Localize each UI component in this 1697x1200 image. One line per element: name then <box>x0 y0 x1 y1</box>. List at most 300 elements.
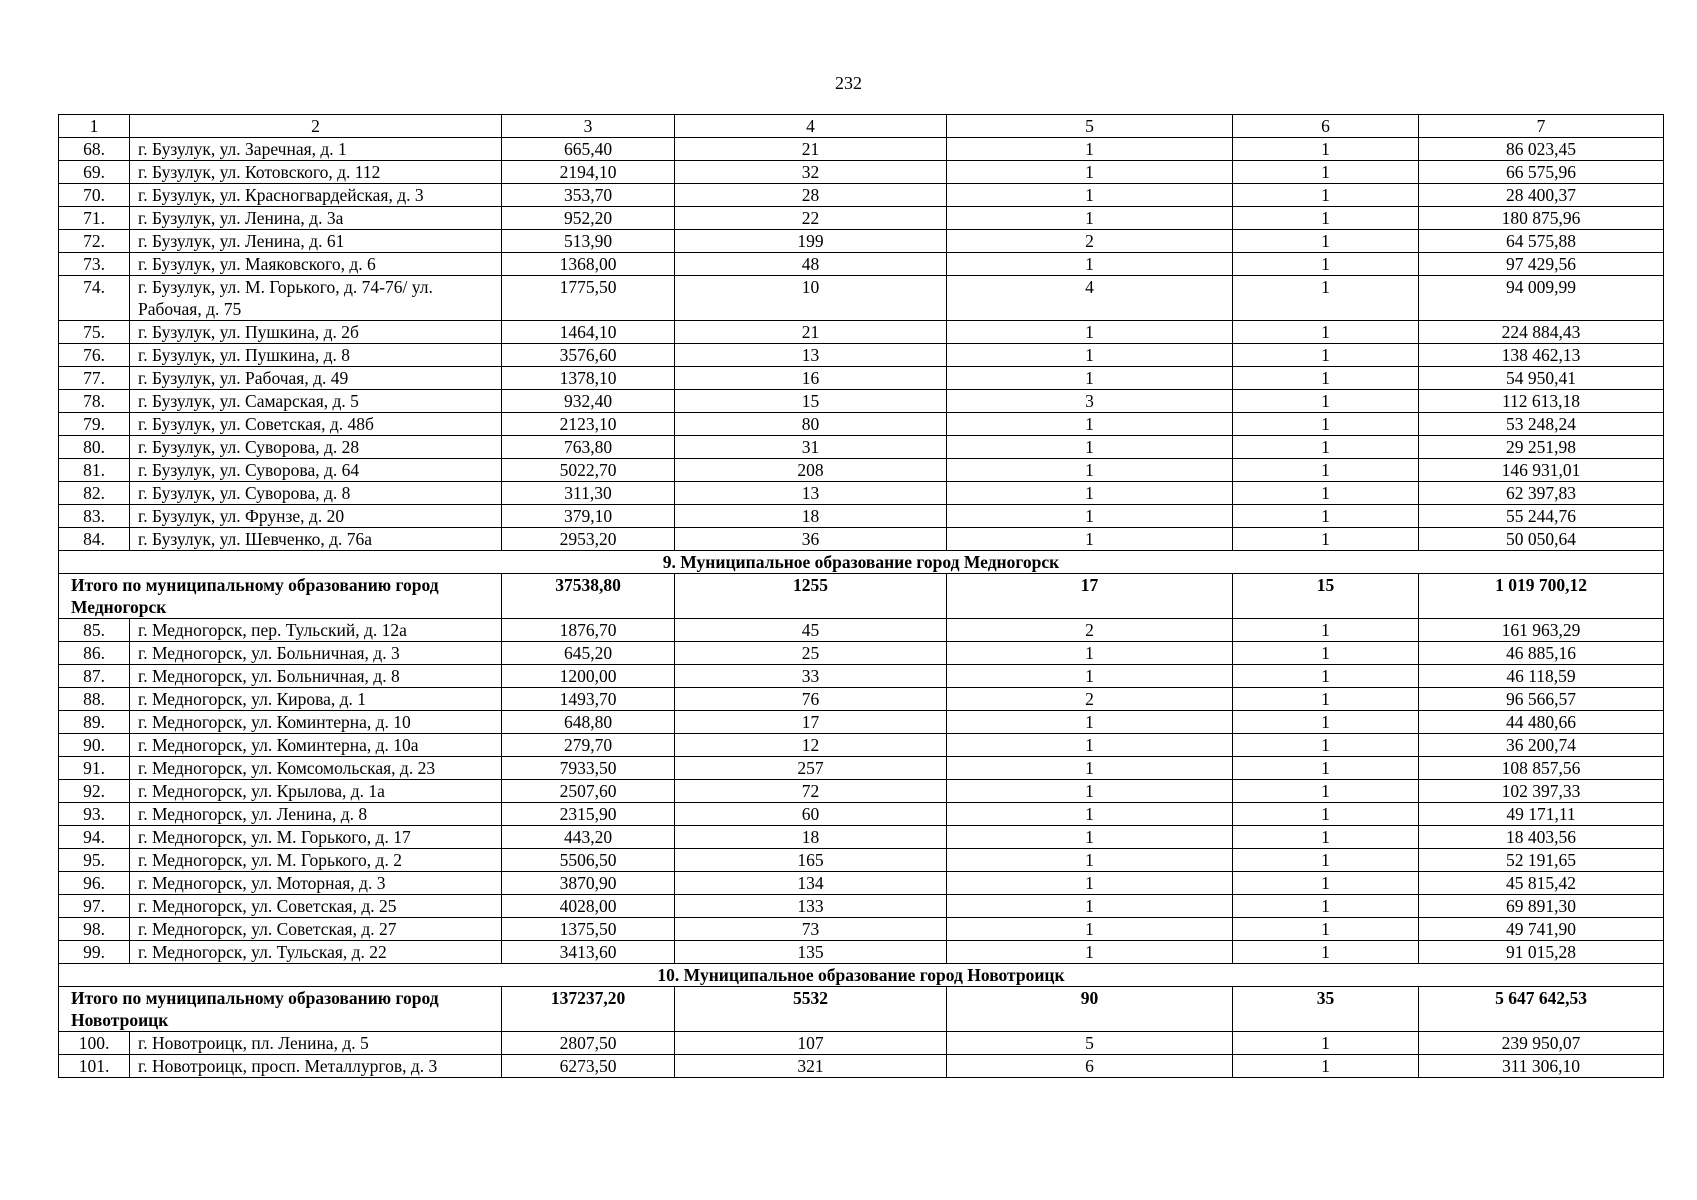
row-c3: 1375,50 <box>502 918 675 941</box>
row-address: г. Медногорск, ул. Моторная, д. 3 <box>130 872 502 895</box>
row-c6: 1 <box>1233 895 1419 918</box>
row-c5: 1 <box>947 941 1233 964</box>
row-c4: 28 <box>675 184 947 207</box>
row-c6: 1 <box>1233 849 1419 872</box>
row-c6: 1 <box>1233 688 1419 711</box>
table-row <box>59 413 1664 436</box>
row-number: 85. <box>59 619 130 642</box>
total-c6: 15 <box>1233 574 1419 619</box>
row-c7: 146 931,01 <box>1419 459 1664 482</box>
table-row <box>59 505 1664 528</box>
row-c7: 55 244,76 <box>1419 505 1664 528</box>
row-address: г. Бузулук, ул. Суворова, д. 8 <box>130 482 502 505</box>
row-address: г. Бузулук, ул. Заречная, д. 1 <box>130 138 502 161</box>
table-row <box>59 826 1664 849</box>
row-c7: 46 118,59 <box>1419 665 1664 688</box>
row-number: 87. <box>59 665 130 688</box>
table-row <box>59 734 1664 757</box>
row-address: г. Медногорск, ул. М. Горького, д. 17 <box>130 826 502 849</box>
table-row <box>59 757 1664 780</box>
row-address: г. Бузулук, ул. Рабочая, д. 49 <box>130 367 502 390</box>
column-number-7: 7 <box>1419 115 1664 138</box>
row-address: г. Медногорск, ул. Коминтерна, д. 10а <box>130 734 502 757</box>
row-number: 97. <box>59 895 130 918</box>
row-address: г. Медногорск, ул. Комсомольская, д. 23 <box>130 757 502 780</box>
row-address: г. Новотроицк, пл. Ленина, д. 5 <box>130 1032 502 1055</box>
row-c6: 1 <box>1233 826 1419 849</box>
column-number-1: 1 <box>59 115 130 138</box>
row-c5: 1 <box>947 482 1233 505</box>
row-address: г. Медногорск, ул. Больничная, д. 3 <box>130 642 502 665</box>
section-title: 10. Муниципальное образование город Новотроицк <box>59 964 1664 987</box>
row-c7: 46 885,16 <box>1419 642 1664 665</box>
row-c7: 49 171,11 <box>1419 803 1664 826</box>
row-c3: 443,20 <box>502 826 675 849</box>
table-row <box>59 390 1664 413</box>
row-number: 82. <box>59 482 130 505</box>
row-number: 73. <box>59 253 130 276</box>
row-address: г. Бузулук, ул. Ленина, д. 3а <box>130 207 502 230</box>
table-row <box>59 321 1664 344</box>
row-c4: 33 <box>675 665 947 688</box>
row-address: г. Бузулук, ул. Котовского, д. 112 <box>130 161 502 184</box>
table-row <box>59 941 1664 964</box>
row-c5: 1 <box>947 918 1233 941</box>
row-c4: 25 <box>675 642 947 665</box>
row-c7: 62 397,83 <box>1419 482 1664 505</box>
row-c5: 1 <box>947 207 1233 230</box>
row-address: г. Медногорск, ул. Советская, д. 27 <box>130 918 502 941</box>
section-row <box>59 964 1664 987</box>
row-c3: 279,70 <box>502 734 675 757</box>
row-c5: 1 <box>947 459 1233 482</box>
row-address: г. Медногорск, ул. Крылова, д. 1а <box>130 780 502 803</box>
row-c6: 1 <box>1233 1032 1419 1055</box>
row-c4: 32 <box>675 161 947 184</box>
row-c6: 1 <box>1233 390 1419 413</box>
row-c4: 22 <box>675 207 947 230</box>
row-c7: 29 251,98 <box>1419 436 1664 459</box>
row-address: г. Бузулук, ул. Красногвардейская, д. 3 <box>130 184 502 207</box>
row-number: 98. <box>59 918 130 941</box>
row-c7: 52 191,65 <box>1419 849 1664 872</box>
row-c6: 1 <box>1233 665 1419 688</box>
row-c5: 1 <box>947 253 1233 276</box>
table-row <box>59 253 1664 276</box>
column-number-5: 5 <box>947 115 1233 138</box>
row-c7: 64 575,88 <box>1419 230 1664 253</box>
row-c7: 54 950,41 <box>1419 367 1664 390</box>
row-c3: 1493,70 <box>502 688 675 711</box>
row-c5: 5 <box>947 1032 1233 1055</box>
row-number: 90. <box>59 734 130 757</box>
table-row <box>59 895 1664 918</box>
row-c4: 80 <box>675 413 947 436</box>
total-c7: 1 019 700,12 <box>1419 574 1664 619</box>
row-c4: 72 <box>675 780 947 803</box>
row-c4: 134 <box>675 872 947 895</box>
row-c4: 36 <box>675 528 947 551</box>
row-number: 88. <box>59 688 130 711</box>
row-c3: 1200,00 <box>502 665 675 688</box>
row-number: 91. <box>59 757 130 780</box>
total-c3: 137237,20 <box>502 987 675 1032</box>
row-c7: 36 200,74 <box>1419 734 1664 757</box>
row-c7: 239 950,07 <box>1419 1032 1664 1055</box>
row-c6: 1 <box>1233 344 1419 367</box>
row-c5: 6 <box>947 1055 1233 1078</box>
row-number: 78. <box>59 390 130 413</box>
table-row <box>59 482 1664 505</box>
row-c3: 2123,10 <box>502 413 675 436</box>
row-c3: 513,90 <box>502 230 675 253</box>
row-c7: 97 429,56 <box>1419 253 1664 276</box>
row-c5: 1 <box>947 780 1233 803</box>
row-c6: 1 <box>1233 367 1419 390</box>
row-c6: 1 <box>1233 459 1419 482</box>
row-c6: 1 <box>1233 803 1419 826</box>
page-number: 232 <box>835 73 862 93</box>
row-c5: 1 <box>947 436 1233 459</box>
row-c5: 1 <box>947 711 1233 734</box>
row-c7: 138 462,13 <box>1419 344 1664 367</box>
row-address: г. Новотроицк, просп. Металлургов, д. 3 <box>130 1055 502 1078</box>
row-address: г. Медногорск, ул. Больничная, д. 8 <box>130 665 502 688</box>
row-c6: 1 <box>1233 321 1419 344</box>
row-c4: 10 <box>675 276 947 321</box>
row-number: 69. <box>59 161 130 184</box>
row-c7: 44 480,66 <box>1419 711 1664 734</box>
row-c5: 1 <box>947 849 1233 872</box>
table-row <box>59 1055 1664 1078</box>
row-c6: 1 <box>1233 482 1419 505</box>
row-c5: 1 <box>947 872 1233 895</box>
row-c5: 1 <box>947 803 1233 826</box>
row-c4: 15 <box>675 390 947 413</box>
row-c6: 1 <box>1233 941 1419 964</box>
row-address: г. Бузулук, ул. Пушкина, д. 8 <box>130 344 502 367</box>
table-row <box>59 803 1664 826</box>
row-c6: 1 <box>1233 757 1419 780</box>
row-c7: 28 400,37 <box>1419 184 1664 207</box>
column-number-4: 4 <box>675 115 947 138</box>
row-number: 68. <box>59 138 130 161</box>
row-address: г. Бузулук, ул. Маяковского, д. 6 <box>130 253 502 276</box>
row-number: 94. <box>59 826 130 849</box>
row-c5: 3 <box>947 390 1233 413</box>
row-c4: 257 <box>675 757 947 780</box>
row-address: г. Бузулук, ул. Фрунзе, д. 20 <box>130 505 502 528</box>
row-c7: 108 857,56 <box>1419 757 1664 780</box>
row-c6: 1 <box>1233 138 1419 161</box>
row-c7: 112 613,18 <box>1419 390 1664 413</box>
table-row <box>59 436 1664 459</box>
row-c3: 5022,70 <box>502 459 675 482</box>
row-c6: 1 <box>1233 872 1419 895</box>
row-c3: 665,40 <box>502 138 675 161</box>
row-c7: 49 741,90 <box>1419 918 1664 941</box>
total-c4: 1255 <box>675 574 947 619</box>
row-c7: 161 963,29 <box>1419 619 1664 642</box>
row-c4: 107 <box>675 1032 947 1055</box>
row-c5: 1 <box>947 528 1233 551</box>
row-c4: 16 <box>675 367 947 390</box>
row-c4: 18 <box>675 505 947 528</box>
row-address: г. Медногорск, ул. Коминтерна, д. 10 <box>130 711 502 734</box>
row-c4: 208 <box>675 459 947 482</box>
row-number: 95. <box>59 849 130 872</box>
row-number: 92. <box>59 780 130 803</box>
row-c5: 1 <box>947 367 1233 390</box>
row-c3: 648,80 <box>502 711 675 734</box>
row-c6: 1 <box>1233 230 1419 253</box>
row-c5: 1 <box>947 184 1233 207</box>
section-row <box>59 551 1664 574</box>
row-c6: 1 <box>1233 734 1419 757</box>
row-c7: 66 575,96 <box>1419 161 1664 184</box>
row-c4: 48 <box>675 253 947 276</box>
row-number: 76. <box>59 344 130 367</box>
row-address: г. Бузулук, ул. Самарская, д. 5 <box>130 390 502 413</box>
table-row <box>59 184 1664 207</box>
table-row <box>59 528 1664 551</box>
table-row <box>59 619 1664 642</box>
table-row <box>59 459 1664 482</box>
row-c5: 2 <box>947 688 1233 711</box>
row-address: г. Бузулук, ул. Шевченко, д. 76а <box>130 528 502 551</box>
row-c7: 96 566,57 <box>1419 688 1664 711</box>
row-c3: 311,30 <box>502 482 675 505</box>
row-c6: 1 <box>1233 505 1419 528</box>
row-c5: 1 <box>947 826 1233 849</box>
row-c4: 12 <box>675 734 947 757</box>
row-number: 75. <box>59 321 130 344</box>
row-c7: 91 015,28 <box>1419 941 1664 964</box>
column-number-row <box>59 115 1664 138</box>
row-c3: 2507,60 <box>502 780 675 803</box>
row-c5: 1 <box>947 413 1233 436</box>
total-c4: 5532 <box>675 987 947 1032</box>
row-address: г. Бузулук, ул. Пушкина, д. 2б <box>130 321 502 344</box>
row-c5: 1 <box>947 321 1233 344</box>
row-address: г. Бузулук, ул. Ленина, д. 61 <box>130 230 502 253</box>
total-c5: 17 <box>947 574 1233 619</box>
row-number: 80. <box>59 436 130 459</box>
row-number: 70. <box>59 184 130 207</box>
row-number: 72. <box>59 230 130 253</box>
table-row <box>59 665 1664 688</box>
row-c4: 21 <box>675 138 947 161</box>
row-c3: 1876,70 <box>502 619 675 642</box>
table-row <box>59 367 1664 390</box>
row-c3: 3413,60 <box>502 941 675 964</box>
row-c5: 2 <box>947 230 1233 253</box>
table-row <box>59 849 1664 872</box>
row-c3: 1775,50 <box>502 276 675 321</box>
row-number: 96. <box>59 872 130 895</box>
row-c4: 21 <box>675 321 947 344</box>
row-c7: 69 891,30 <box>1419 895 1664 918</box>
row-c3: 4028,00 <box>502 895 675 918</box>
row-c7: 45 815,42 <box>1419 872 1664 895</box>
column-number-3: 3 <box>502 115 675 138</box>
row-c5: 1 <box>947 757 1233 780</box>
housing-register-table <box>58 114 1664 1078</box>
row-c4: 135 <box>675 941 947 964</box>
row-c6: 1 <box>1233 711 1419 734</box>
table-row <box>59 230 1664 253</box>
row-c3: 353,70 <box>502 184 675 207</box>
total-row <box>59 987 1664 1032</box>
row-c3: 3576,60 <box>502 344 675 367</box>
row-c5: 4 <box>947 276 1233 321</box>
row-c6: 1 <box>1233 253 1419 276</box>
row-c3: 1378,10 <box>502 367 675 390</box>
row-c7: 94 009,99 <box>1419 276 1664 321</box>
row-c3: 3870,90 <box>502 872 675 895</box>
row-number: 77. <box>59 367 130 390</box>
row-c7: 18 403,56 <box>1419 826 1664 849</box>
row-c4: 31 <box>675 436 947 459</box>
row-c3: 379,10 <box>502 505 675 528</box>
row-c3: 2315,90 <box>502 803 675 826</box>
row-c4: 73 <box>675 918 947 941</box>
row-c3: 5506,50 <box>502 849 675 872</box>
row-c5: 1 <box>947 734 1233 757</box>
row-number: 81. <box>59 459 130 482</box>
row-number: 101. <box>59 1055 130 1078</box>
row-address: г. Медногорск, ул. Тульская, д. 22 <box>130 941 502 964</box>
row-number: 71. <box>59 207 130 230</box>
row-c5: 2 <box>947 619 1233 642</box>
total-label: Итого по муниципальному образованию город Новотроицк <box>59 987 502 1032</box>
table-row <box>59 642 1664 665</box>
row-number: 89. <box>59 711 130 734</box>
row-c4: 199 <box>675 230 947 253</box>
row-c5: 1 <box>947 161 1233 184</box>
row-c4: 133 <box>675 895 947 918</box>
row-c3: 763,80 <box>502 436 675 459</box>
row-c7: 180 875,96 <box>1419 207 1664 230</box>
row-c7: 86 023,45 <box>1419 138 1664 161</box>
row-c3: 7933,50 <box>502 757 675 780</box>
total-c7: 5 647 642,53 <box>1419 987 1664 1032</box>
row-c4: 321 <box>675 1055 947 1078</box>
row-c6: 1 <box>1233 276 1419 321</box>
column-number-6: 6 <box>1233 115 1419 138</box>
row-c4: 13 <box>675 482 947 505</box>
row-c3: 645,20 <box>502 642 675 665</box>
table-row <box>59 138 1664 161</box>
row-address: г. Медногорск, ул. Ленина, д. 8 <box>130 803 502 826</box>
row-c3: 2953,20 <box>502 528 675 551</box>
row-c7: 53 248,24 <box>1419 413 1664 436</box>
row-c7: 224 884,43 <box>1419 321 1664 344</box>
row-c5: 1 <box>947 895 1233 918</box>
row-number: 84. <box>59 528 130 551</box>
table-row <box>59 918 1664 941</box>
table-row <box>59 344 1664 367</box>
row-c4: 17 <box>675 711 947 734</box>
row-number: 93. <box>59 803 130 826</box>
row-c6: 1 <box>1233 780 1419 803</box>
total-label: Итого по муниципальному образованию город Медногорск <box>59 574 502 619</box>
row-c3: 2807,50 <box>502 1032 675 1055</box>
row-c5: 1 <box>947 665 1233 688</box>
table-row <box>59 872 1664 895</box>
row-c4: 13 <box>675 344 947 367</box>
row-c6: 1 <box>1233 528 1419 551</box>
row-number: 74. <box>59 276 130 321</box>
table-row <box>59 711 1664 734</box>
row-number: 86. <box>59 642 130 665</box>
row-c3: 2194,10 <box>502 161 675 184</box>
row-c6: 1 <box>1233 642 1419 665</box>
row-address: г. Медногорск, ул. Советская, д. 25 <box>130 895 502 918</box>
row-number: 83. <box>59 505 130 528</box>
row-c4: 45 <box>675 619 947 642</box>
table-row <box>59 207 1664 230</box>
row-c4: 76 <box>675 688 947 711</box>
row-c5: 1 <box>947 138 1233 161</box>
row-c3: 932,40 <box>502 390 675 413</box>
row-c4: 18 <box>675 826 947 849</box>
row-c6: 1 <box>1233 1055 1419 1078</box>
row-address: г. Медногорск, ул. М. Горького, д. 2 <box>130 849 502 872</box>
row-c7: 50 050,64 <box>1419 528 1664 551</box>
row-c3: 952,20 <box>502 207 675 230</box>
row-address: г. Бузулук, ул. Суворова, д. 64 <box>130 459 502 482</box>
row-address: г. Медногорск, ул. Кирова, д. 1 <box>130 688 502 711</box>
row-c3: 1368,00 <box>502 253 675 276</box>
row-c7: 102 397,33 <box>1419 780 1664 803</box>
row-number: 99. <box>59 941 130 964</box>
total-c3: 37538,80 <box>502 574 675 619</box>
row-c6: 1 <box>1233 161 1419 184</box>
row-c5: 1 <box>947 505 1233 528</box>
row-address: г. Бузулук, ул. Советская, д. 48б <box>130 413 502 436</box>
total-row <box>59 574 1664 619</box>
row-c6: 1 <box>1233 413 1419 436</box>
row-address: г. Бузулук, ул. М. Горького, д. 74-76/ ул. Рабочая, д. 75 <box>130 276 502 321</box>
row-c6: 1 <box>1233 436 1419 459</box>
row-c4: 165 <box>675 849 947 872</box>
row-address: г. Бузулук, ул. Суворова, д. 28 <box>130 436 502 459</box>
table-row <box>59 161 1664 184</box>
row-c6: 1 <box>1233 918 1419 941</box>
row-c3: 6273,50 <box>502 1055 675 1078</box>
column-number-2: 2 <box>130 115 502 138</box>
row-c6: 1 <box>1233 207 1419 230</box>
section-title: 9. Муниципальное образование город Медногорск <box>59 551 1664 574</box>
row-c7: 311 306,10 <box>1419 1055 1664 1078</box>
total-c6: 35 <box>1233 987 1419 1032</box>
row-c3: 1464,10 <box>502 321 675 344</box>
total-c5: 90 <box>947 987 1233 1032</box>
row-c6: 1 <box>1233 184 1419 207</box>
row-address: г. Медногорск, пер. Тульский, д. 12а <box>130 619 502 642</box>
row-number: 100. <box>59 1032 130 1055</box>
row-number: 79. <box>59 413 130 436</box>
table-row <box>59 688 1664 711</box>
table-row <box>59 1032 1664 1055</box>
row-c5: 1 <box>947 642 1233 665</box>
table-row <box>59 780 1664 803</box>
row-c6: 1 <box>1233 619 1419 642</box>
row-c4: 60 <box>675 803 947 826</box>
row-c5: 1 <box>947 344 1233 367</box>
table-row <box>59 276 1664 321</box>
